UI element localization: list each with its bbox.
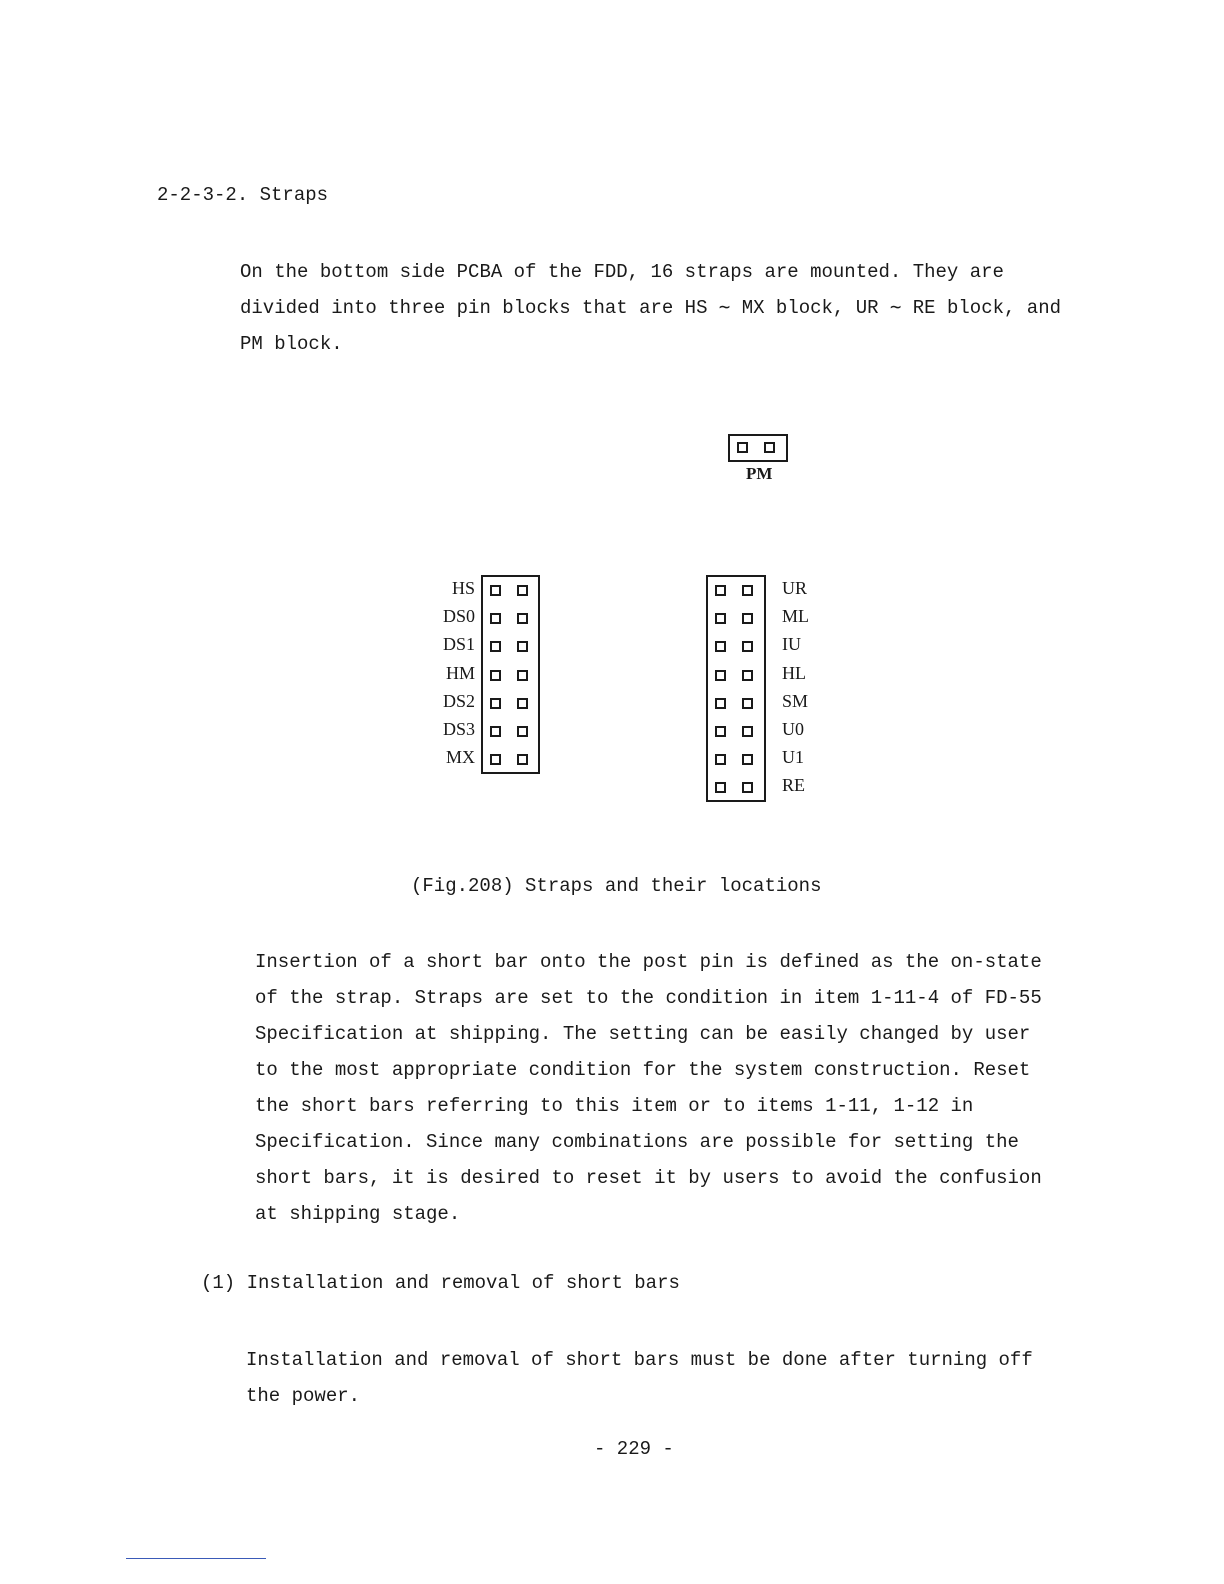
body-line: to the most appropriate condition for the system construction. Reset [255, 1059, 1031, 1081]
post-pin [715, 698, 726, 709]
post-pin [764, 442, 775, 453]
strap-label: UR [782, 578, 808, 598]
post-pin [517, 670, 528, 681]
post-pin [715, 585, 726, 596]
post-pin [517, 698, 528, 709]
post-pin [490, 641, 501, 652]
intro-line: On the bottom side PCBA of the FDD, 16 straps are mounted. They are [240, 261, 1004, 283]
sub-paragraph [246, 1342, 1033, 1414]
post-pin [715, 754, 726, 765]
post-pin [517, 641, 528, 652]
post-pin [742, 585, 753, 596]
ur-re-block [706, 575, 766, 802]
body-paragraph [255, 944, 1042, 1232]
post-pin [742, 613, 753, 624]
section-heading: 2-2-3-2. Straps [157, 184, 329, 206]
strap-label: RE [782, 775, 806, 796]
strap-label: HM [445, 662, 475, 683]
strap-label: DS2 [442, 690, 475, 711]
pm-block [728, 434, 788, 462]
body-line: of the strap. Straps are set to the condition in item 1-11-4 of FD-55 [255, 987, 1042, 1009]
post-pin [517, 754, 528, 765]
body-line: at shipping stage. [255, 1203, 461, 1225]
post-pin [490, 726, 501, 737]
strap-label: U0 [782, 719, 804, 739]
body-line: Specification at shipping. The setting can be easily changed by user [255, 1023, 1031, 1045]
post-pin [517, 726, 528, 737]
strap-label: U1 [782, 747, 804, 768]
sub-line: Installation and removal of short bars must be done after turning off [246, 1349, 1033, 1371]
post-pin [715, 670, 726, 681]
post-pin [715, 641, 726, 652]
post-pin [742, 782, 753, 793]
post-pin [715, 613, 726, 624]
intro-line: PM block. [240, 333, 343, 355]
post-pin [517, 613, 528, 624]
post-pin [737, 442, 748, 453]
strap-label: HS [451, 578, 475, 598]
body-line: short bars, it is desired to reset it by users to avoid the confusion [255, 1167, 1042, 1189]
post-pin [742, 698, 753, 709]
pin-row [730, 436, 786, 464]
post-pin [742, 641, 753, 652]
pm-label: PM [746, 464, 773, 483]
post-pin [742, 754, 753, 765]
strap-label: MX [445, 747, 475, 768]
post-pin [490, 698, 501, 709]
body-line: the short bars referring to this item or to items 1-11, 1-12 in [255, 1095, 974, 1117]
strap-label: DS0 [442, 606, 475, 627]
post-pin [490, 585, 501, 596]
footer-rule [126, 1558, 266, 1559]
body-line: Specification. Since many combinations are possible for setting the [255, 1131, 1019, 1153]
page-number: - 229 - [594, 1438, 674, 1460]
post-pin [742, 726, 753, 737]
post-pin [490, 754, 501, 765]
post-pin [715, 782, 726, 793]
strap-label: HL [782, 662, 806, 683]
strap-label: SM [782, 690, 809, 711]
figure-caption: (Fig.208) Straps and their locations [411, 875, 822, 897]
post-pin [742, 670, 753, 681]
body-line: Insertion of a short bar onto the post pin is defined as the on-state [255, 951, 1042, 973]
strap-label: ML [782, 606, 809, 627]
intro-line: divided into three pin blocks that are HS ∼ MX block, UR ∼ RE block, and [240, 297, 1062, 319]
intro-paragraph [240, 254, 1061, 362]
strap-label: DS3 [442, 719, 475, 739]
subsection-heading: (1) Installation and removal of short bars [201, 1272, 680, 1294]
post-pin [517, 585, 528, 596]
sub-line: the power. [246, 1385, 361, 1407]
post-pin [490, 670, 501, 681]
strap-label: IU [782, 634, 801, 655]
post-pin [490, 613, 501, 624]
post-pin [715, 726, 726, 737]
strap-label: DS1 [442, 634, 475, 655]
